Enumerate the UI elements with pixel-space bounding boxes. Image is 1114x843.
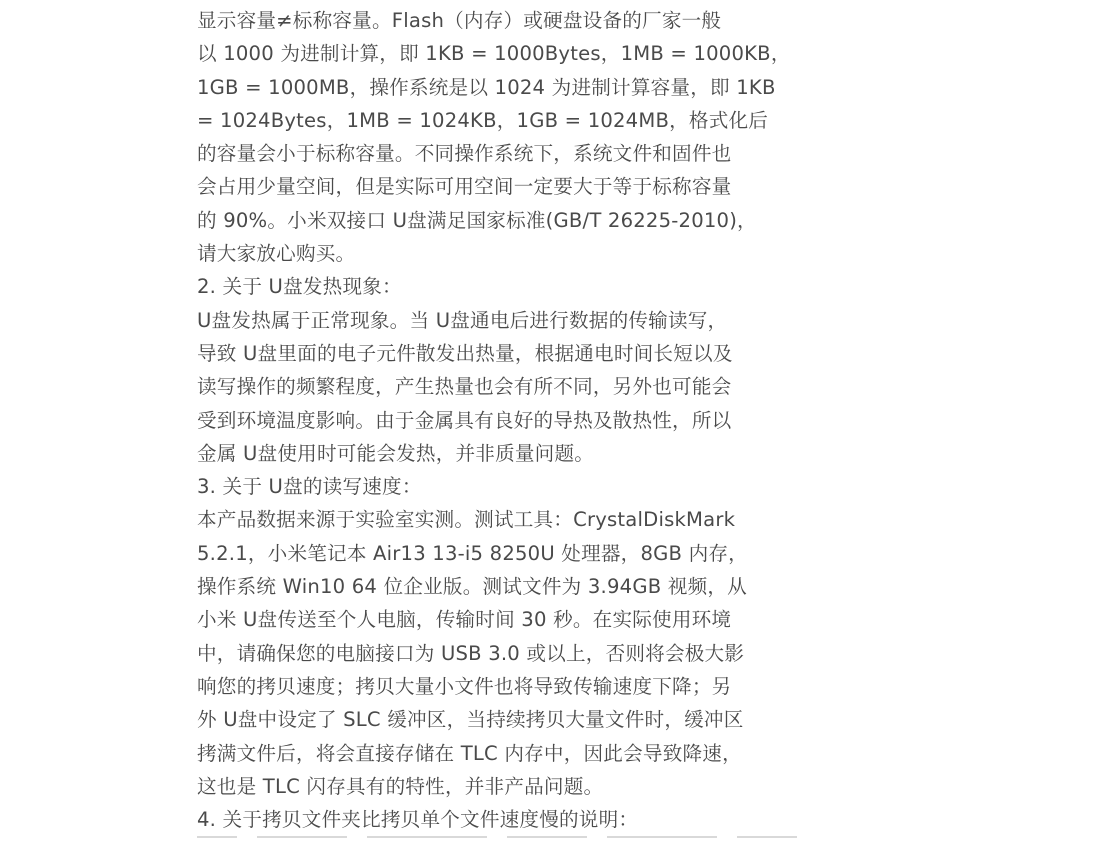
text-line: 的 90%。小米双接口 U盘满足国家标准(GB/T 26225-2010)， <box>197 208 757 232</box>
text-line: U盘发热属于正常现象。当 U盘通电后进行数据的传输读写， <box>197 308 728 332</box>
text-line: 中，请确保您的电脑接口为 USB 3.0 或以上，否则将会极大影 <box>197 641 745 665</box>
text-line: 请大家放心购买。 <box>197 242 356 266</box>
document-body <box>197 4 817 836</box>
text-line: 会占用少量空间，但是实际可用空间一定要大于等于标称容量 <box>197 175 732 199</box>
text-line: 这也是 TLC 闪存具有的特性，并非产品问题。 <box>197 774 604 798</box>
text-line: = 1024Bytes，1MB = 1024KB，1GB = 1024MB，格式化后 <box>197 108 769 132</box>
text-line: 5.2.1，小米笔记本 Air13 13-i5 8250U 处理器，8GB 内存， <box>197 541 748 565</box>
section-heading: 4. 关于拷贝文件夹比拷贝单个文件速度慢的说明： <box>197 808 639 832</box>
text-line: 显示容量≠标称容量。Flash（内存）或硬盘设备的厂家一般 <box>197 9 722 32</box>
text-line: 拷满文件后，将会直接存储在 TLC 内存中，因此会导致降速， <box>197 741 742 765</box>
text-line: 响您的拷贝速度；拷贝大量小文件也将导致传输速度下降；另 <box>197 674 732 698</box>
cropped-text-line <box>197 836 807 843</box>
text-line: 本产品数据来源于实验室实测。测试工具：CrystalDiskMark <box>197 508 736 532</box>
text-line: 金属 U盘使用时可能会发热，并非质量问题。 <box>197 441 595 465</box>
text-line: 导致 U盘里面的电子元件散发出热量，根据通电时间长短以及 <box>197 341 733 365</box>
text-line: 外 U盘中设定了 SLC 缓冲区，当持续拷贝大量文件时，缓冲区 <box>197 708 744 732</box>
text-line: 小米 U盘传送至个人电脑，传输时间 30 秒。在实际使用环境 <box>197 608 732 632</box>
section-heading: 3. 关于 U盘的读写速度： <box>197 475 422 499</box>
text-line: 读写操作的频繁程度，产生热量也会有所不同，另外也可能会 <box>197 375 732 399</box>
section-heading: 2. 关于 U盘发热现象： <box>197 275 402 299</box>
text-line: 受到环境温度影响。由于金属具有良好的导热及散热性，所以 <box>197 408 732 432</box>
text-line: 以 1000 为进制计算，即 1KB = 1000Bytes，1MB = 1000KB， <box>197 42 791 66</box>
text-line: 的容量会小于标称容量。不同操作系统下，系统文件和固件也 <box>197 142 732 166</box>
text-line: 1GB = 1000MB，操作系统是以 1024 为进制计算容量，即 1KB <box>197 75 776 99</box>
text-line: 操作系统 Win10 64 位企业版。测试文件为 3.94GB 视频，从 <box>197 575 747 599</box>
